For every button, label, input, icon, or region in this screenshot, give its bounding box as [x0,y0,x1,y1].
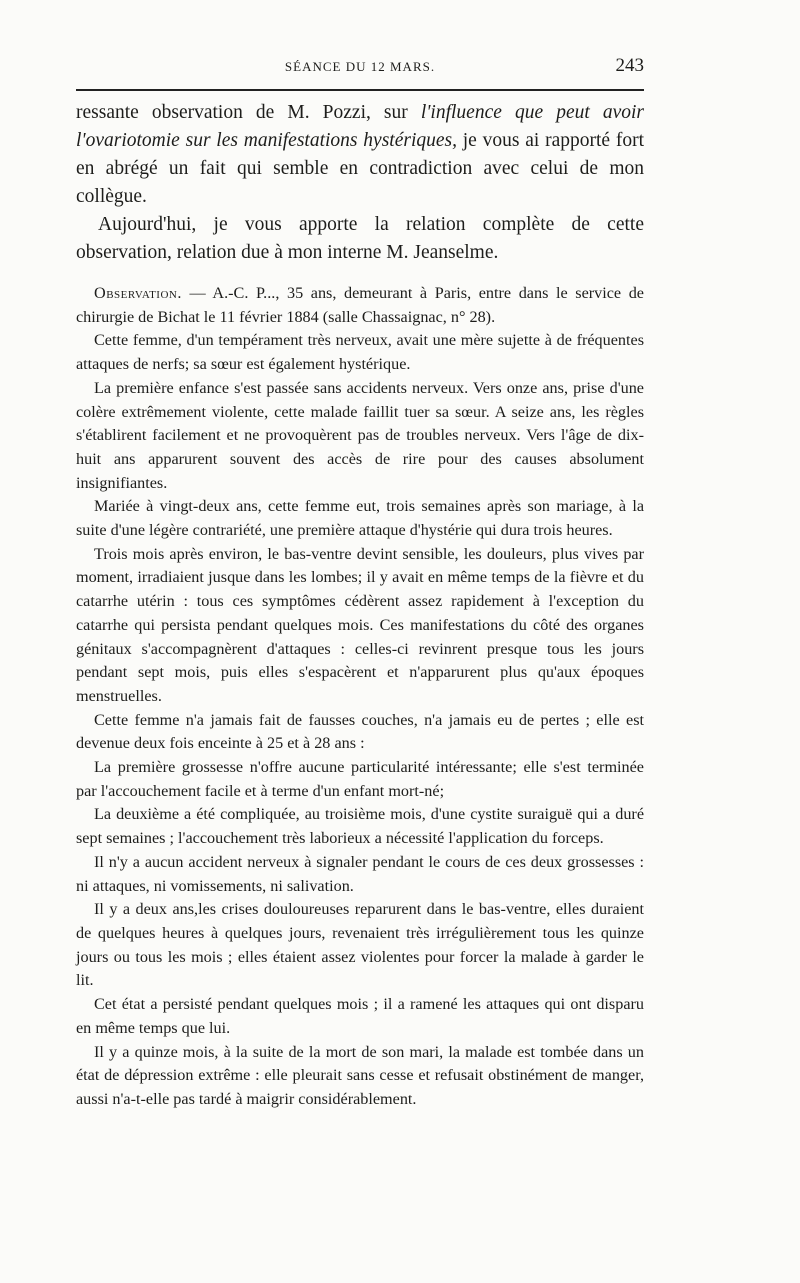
observation-text: — A.-C. P..., 35 ans, demeurant à Paris, entre dans le service de chirurgie de Bichat le 11 février 1884 (salle Chassaignac, n° 28). [76,284,644,326]
lead-paragraph-1 [76,99,644,211]
body-paragraph: Cet état a persisté pendant quelques mois ; il a ramené les attaques qui ont disparu en même temps que lui. [76,995,644,1037]
body-paragraph: La première grossesse n'offre aucune particularité intéressante; elle s'est terminée par l'accouchement facile et à terme d'un enfant mort-né; [76,758,644,800]
body-paragraph: La deuxième a été compliquée, au troisième mois, d'une cystite suraiguë qui a duré sept semaines ; l'accouchement très laborieux a nécessité l'application du forceps. [76,805,644,848]
body-paragraph: Cette femme n'a jamais fait de fausses couches, n'a jamais eu de pertes ; elle est devenue deux fois enceinte à 25 et à 28 ans : [76,710,644,753]
lead-paragraph-2: Aujourd'hui, je vous apporte la relation complète de cette observation, relation due à mon interne M. Jeanselme. [76,214,644,263]
body-paragraph: Mariée à vingt-deux ans, cette femme eut, trois semaines après son mariage, à la suite d'une légère contrariété, une première attaque d'hystérie qui dura trois heures. [76,497,644,540]
lead-text-end: je vous ai rapporté fort en abrégé un fait qui semble en contradiction avec celui de mon collègue. [76,130,644,207]
lead-italic-title: l'influence que peut avoir l'ovariotomie sur les manifestations hystériques, [76,102,644,151]
running-header [76,55,644,83]
body-paragraph: Trois mois après environ, le bas-ventre devint sensible, les douleurs, plus vives par moment, irradiaient jusque dans les lombes; il y avait en même temps de la fièvre et du catarrhe utérin : tous ces symptômes cédèrent assez rapidement à l'exception du catarrhe qui persista pendant quelques mois. Ces manifestations du côté des organes génitaux s'accompagnèrent d'attaques : celles-ci revinrent presque tous les jours pendant sept mois, puis elles s'espacèrent et n'apparurent plus qu'aux époques menstruelles. [76,544,644,705]
running-title: SÉANCE DU 12 MARS. [284,59,436,74]
body-paragraph: Il y a quinze mois, à la suite de la mort de son mari, la malade est tombée dans un état de dépression extrême : elle pleurait sans cesse et refusait obstinément de manger, aussi n'a-t-elle pas tardé à maigrir considérablement. [76,1042,644,1108]
body-paragraph: La première enfance s'est passée sans accidents nerveux. Vers onze ans, prise d'une colère extrêmement violente, cette malade faillit tuer sa sœur. A seize ans, les règles s'établirent facilement et ne provoquèrent pas de troubles nerveux. Vers l'âge de dix-huit ans apparurent souvent des accès de rire pour des causes absolument insignifiantes. [76,378,644,492]
lead-text-start: ressante observation de M. Pozzi, sur [76,102,421,123]
body-paragraph: Il n'y a aucun accident nerveux à signaler pendant le cours de ces deux grossesses : ni attaques, ni vomissements, ni salivation. [76,852,644,895]
body-paragraph: Il y a deux ans,les crises douloureuses reparurent dans le bas-ventre, elles duraient de quelques heures à quelques jours, revenaient très irrégulièrement tous les quinze jours ou tous les mois ; elles étaient assez violentes pour forcer la malade à garder le lit. [76,900,644,990]
book-page [76,55,644,1112]
page-number: 243 [615,55,644,76]
body-paragraph: Cette femme, d'un tempérament très nerveux, avait une mère sujette à de fréquentes attaques de nerfs; sa sœur est également hystérique. [76,331,644,374]
header-rule [76,89,644,91]
observation-intro [76,282,644,329]
lead-section [76,99,644,267]
observation-label: Observation. [94,284,182,302]
observation-section [76,282,644,1112]
